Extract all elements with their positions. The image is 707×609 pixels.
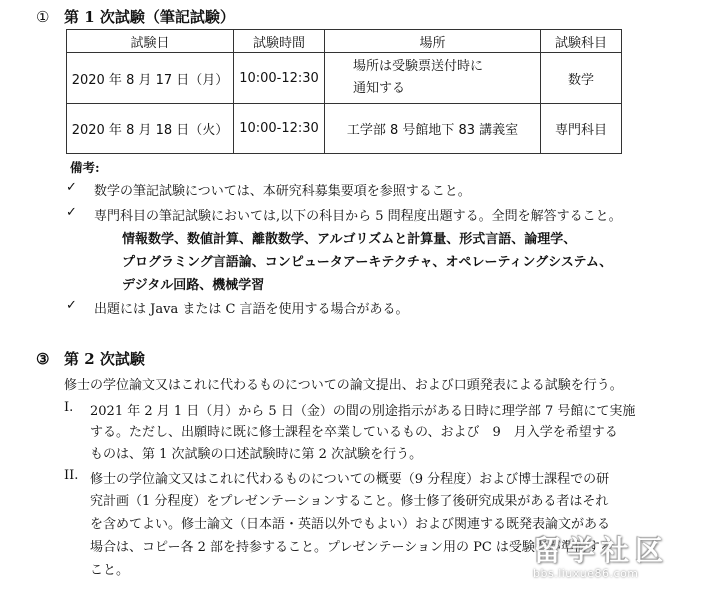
section2-number: ③ (36, 350, 50, 368)
row1-subject: 数学 (541, 53, 622, 104)
exam-schedule-table (66, 29, 622, 154)
item2-line5: こと。 (90, 563, 130, 578)
header-time: 試験時間 (234, 30, 325, 53)
item1-line2: する。ただし、出願時に既に修士課程を卒業しているもの、および 9 月入学を希望する (90, 425, 618, 440)
header-date: 試験日 (67, 30, 234, 53)
row1-place (325, 53, 541, 104)
row2-subject: 専門科目 (541, 104, 622, 154)
notes-title: 備考: (70, 160, 100, 175)
item2-line4: 場合は、コピー各 2 部を持参すること。プレゼンテーション用の PC は受験者が準備する (90, 540, 613, 555)
item1-line3: ものは、第 1 次試験の口述試験時に第 2 次試験を行う。 (90, 447, 423, 462)
row1-time: 10:00-12:30 (234, 53, 325, 104)
row2-place: 工学部 8 号館地下 83 講義室 (325, 104, 541, 154)
note-3: 出題には Java または C 言語を使用する場合がある。 (94, 302, 409, 317)
subjects-line-2: プログラミング言語論、コンピュータアーキテクチャ、オペレーティングシステム、 (122, 255, 613, 270)
item1-line1: 2021 年 2 月 1 日（月）から 5 日（金）の間の別途指示がある日時に理学部 7 号館にて実施 (90, 404, 636, 419)
note-1: 数学の筆記試験については、本研究科募集要項を参照すること。 (94, 184, 471, 199)
check-icon: ✓ (66, 205, 77, 220)
row1-date: 2020 年 8 月 17 日（月） (67, 53, 234, 104)
row2-time: 10:00-12:30 (234, 104, 325, 154)
row1-place-line2: 通知する (353, 81, 406, 96)
section2-heading (36, 348, 145, 369)
item2-label: II. (64, 468, 79, 483)
table-row (67, 53, 622, 104)
section1-title: 第 1 次試験（筆記試験） (64, 8, 235, 26)
header-place: 場所 (325, 30, 541, 53)
section2-intro: 修士の学位論文又はこれに代わるものについての論文提出、および口頭発表による試験を行う。 (64, 378, 623, 393)
check-icon: ✓ (66, 298, 77, 313)
row2-date: 2020 年 8 月 18 日（火） (67, 104, 234, 154)
table-row (67, 104, 622, 154)
header-subject: 試験科目 (541, 30, 622, 53)
subjects-line-3: デジタル回路、機械学習 (122, 278, 265, 293)
item1-label: I. (64, 400, 74, 415)
row1-place-line1: 場所は受験票送付時に (353, 59, 484, 74)
section2-title: 第 2 次試験 (64, 350, 145, 368)
watermark (533, 529, 693, 579)
item2-line2: 究計画（1 分程度）をプレゼンテーションすること。修士修了後研究成果がある者はそれ (90, 494, 609, 509)
subjects-line-1: 情報数学、数値計算、離散数学、アルゴリズムと計算量、形式言語、論理学、 (122, 232, 577, 247)
table-header-row (67, 30, 622, 53)
section1-number: ① (36, 8, 50, 26)
item2-line1: 修士の学位論文又はこれに代わるものについての概要（9 分程度）および博士課程での研 (90, 472, 610, 487)
section1-heading (36, 6, 235, 27)
item2-line3: を含めてよい。修士論文（日本語・英語以外でもよい）および関連する既発表論文がある (90, 517, 611, 532)
watermark-logo: 留学社区 (533, 534, 670, 567)
watermark-url: bbs.liuxue86.com (533, 567, 639, 580)
check-icon: ✓ (66, 180, 77, 195)
note-2: 専門科目の筆記試験においては,以下の科目から 5 問程度出題する。全問を解答すること。 (94, 209, 622, 224)
